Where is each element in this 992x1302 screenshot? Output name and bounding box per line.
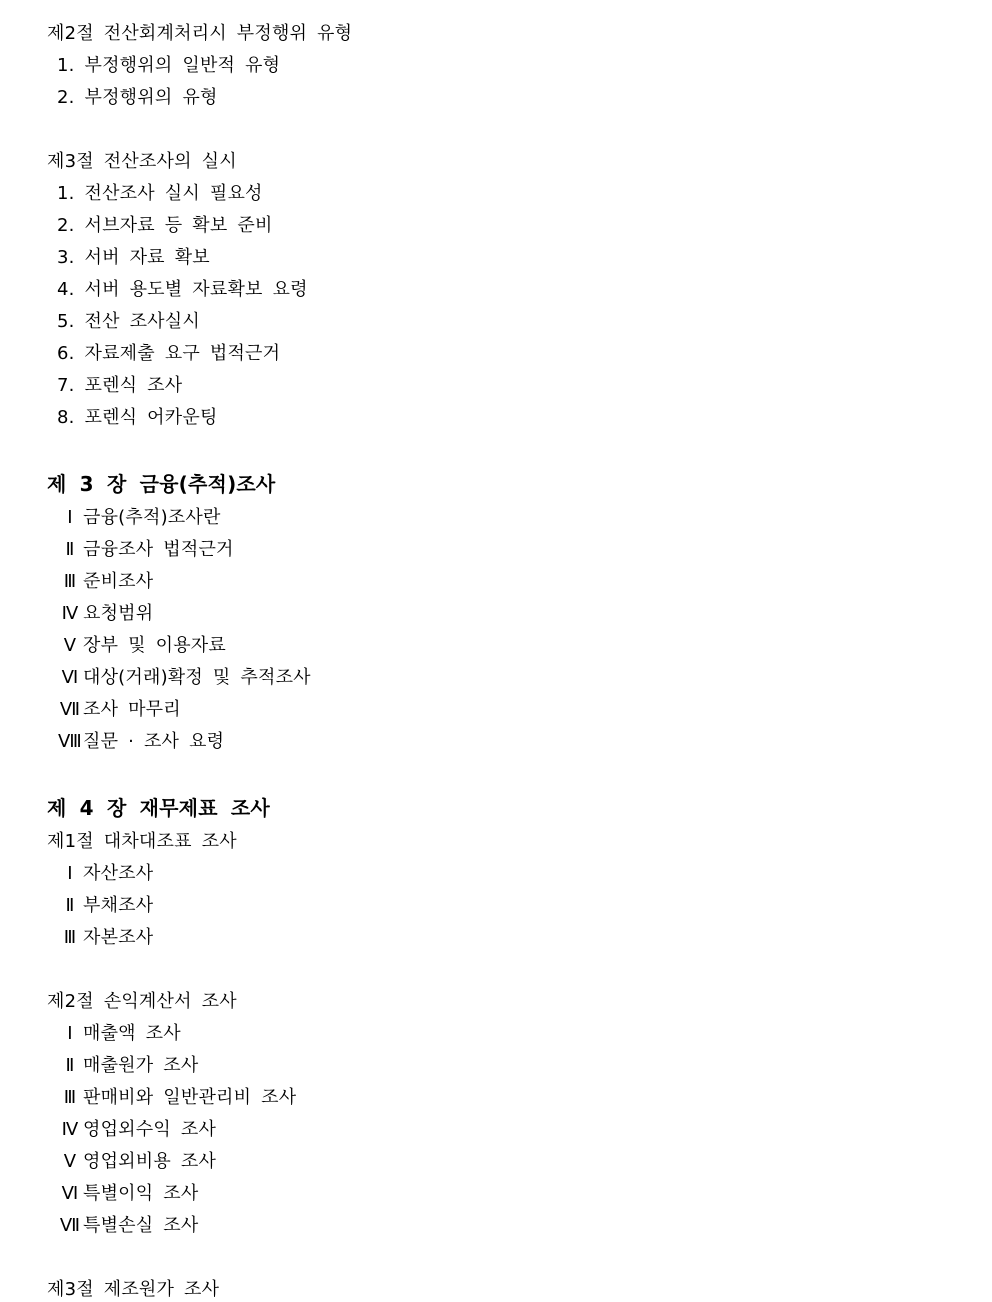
outline-item: [57, 666, 311, 690]
item-text: 대상(거래)확정 및 추적조사: [83, 667, 311, 688]
item-text: 조사 마무리: [83, 699, 181, 720]
item-number: 1.: [57, 55, 75, 76]
outline-item: [57, 1022, 181, 1046]
roman-numeral: Ⅲ: [63, 927, 77, 948]
item-text: 서브자료 등 확보 준비: [84, 215, 273, 236]
item-text: 질문 · 조사 요령: [83, 731, 225, 752]
outline-item: [57, 1054, 198, 1078]
item-number: 4.: [57, 279, 75, 300]
item-number: 1.: [57, 183, 75, 204]
item-text: 준비조사: [83, 571, 154, 592]
item-text: 포렌식 어카운팅: [84, 407, 218, 428]
roman-numeral: Ⅵ: [61, 667, 79, 688]
outline-item: [57, 894, 153, 918]
item-text: 특별이익 조사: [83, 1183, 199, 1204]
roman-numeral: Ⅳ: [61, 1119, 79, 1140]
outline-item: [57, 406, 218, 430]
roman-numeral: Ⅶ: [59, 699, 81, 720]
item-text: 포렌식 조사: [84, 375, 183, 396]
outline-item: [57, 926, 153, 950]
item-text: 영업외수익 조사: [83, 1119, 217, 1140]
item-text: 부정행위의 유형: [84, 87, 218, 108]
section-heading: 제2절 전산회계처리시 부정행위 유형: [47, 23, 353, 44]
outline-item: [57, 1086, 296, 1110]
item-number: 6.: [57, 343, 75, 364]
outline-item: [57, 246, 210, 270]
outline-item: [57, 730, 224, 754]
item-number: 7.: [57, 375, 75, 396]
item-text: 판매비와 일반관리비 조사: [83, 1087, 297, 1108]
section-heading: 제3절 전산조사의 실시: [47, 151, 237, 172]
outline-item: [57, 182, 263, 206]
outline-item: [57, 278, 308, 302]
outline-item: [57, 862, 153, 886]
roman-numeral: Ⅲ: [63, 1087, 77, 1108]
section-heading: 제3절 제조원가 조사: [47, 1279, 220, 1300]
chapter-heading: 제 4 장 재무제표 조사: [47, 796, 270, 820]
item-text: 전산조사 실시 필요성: [84, 183, 263, 204]
outline-item: [57, 506, 221, 530]
item-text: 전산 조사실시: [84, 311, 200, 332]
item-text: 서버 용도별 자료확보 요령: [84, 279, 308, 300]
section-heading: 제2절 손익계산서 조사: [47, 991, 237, 1012]
roman-numeral: Ⅴ: [63, 635, 77, 656]
outline-item: [57, 698, 181, 722]
outline-item: [57, 570, 153, 594]
roman-numeral: Ⅷ: [58, 731, 82, 752]
item-text: 금융조사 법적근거: [83, 539, 234, 560]
roman-numeral: Ⅱ: [65, 1055, 75, 1076]
outline-item: [57, 1118, 216, 1142]
item-number: 3.: [57, 247, 75, 268]
outline-item: [57, 1182, 198, 1206]
roman-numeral: Ⅱ: [65, 539, 75, 560]
item-text: 매출액 조사: [83, 1023, 181, 1044]
outline-item: [57, 1214, 198, 1238]
item-text: 특별손실 조사: [83, 1215, 199, 1236]
item-text: 자본조사: [83, 927, 154, 948]
section-heading: 제1절 대차대조표 조사: [47, 831, 237, 852]
chapter-heading: 제 3 장 금융(추적)조사: [47, 472, 276, 496]
roman-numeral: Ⅱ: [65, 895, 75, 916]
outline-item: [57, 602, 153, 626]
item-text: 서버 자료 확보: [84, 247, 210, 268]
item-text: 자산조사: [83, 863, 154, 884]
outline-item: [57, 54, 280, 78]
roman-numeral: Ⅳ: [61, 603, 79, 624]
outline-item: [57, 86, 218, 110]
item-text: 부채조사: [83, 895, 154, 916]
roman-numeral: Ⅲ: [63, 571, 77, 592]
item-number: 2.: [57, 87, 75, 108]
roman-numeral: Ⅵ: [61, 1183, 79, 1204]
outline-item: [57, 214, 273, 238]
outline-item: [57, 538, 234, 562]
item-text: 장부 및 이용자료: [83, 635, 226, 656]
item-text: 요청범위: [83, 603, 154, 624]
roman-numeral: Ⅴ: [63, 1151, 77, 1172]
outline-item: [57, 634, 226, 658]
outline-item: [57, 374, 182, 398]
item-text: 자료제출 요구 법적근거: [84, 343, 281, 364]
roman-numeral: Ⅰ: [67, 507, 73, 528]
item-number: 2.: [57, 215, 75, 236]
item-number: 5.: [57, 311, 75, 332]
item-text: 금융(추적)조사란: [83, 507, 221, 528]
roman-numeral: Ⅶ: [59, 1215, 81, 1236]
outline-item: [57, 1150, 216, 1174]
item-text: 부정행위의 일반적 유형: [84, 55, 281, 76]
item-number: 8.: [57, 407, 75, 428]
outline-item: [57, 342, 280, 366]
item-text: 매출원가 조사: [83, 1055, 199, 1076]
roman-numeral: Ⅰ: [67, 1023, 73, 1044]
outline-item: [57, 310, 200, 334]
item-text: 영업외비용 조사: [83, 1151, 217, 1172]
roman-numeral: Ⅰ: [67, 863, 73, 884]
